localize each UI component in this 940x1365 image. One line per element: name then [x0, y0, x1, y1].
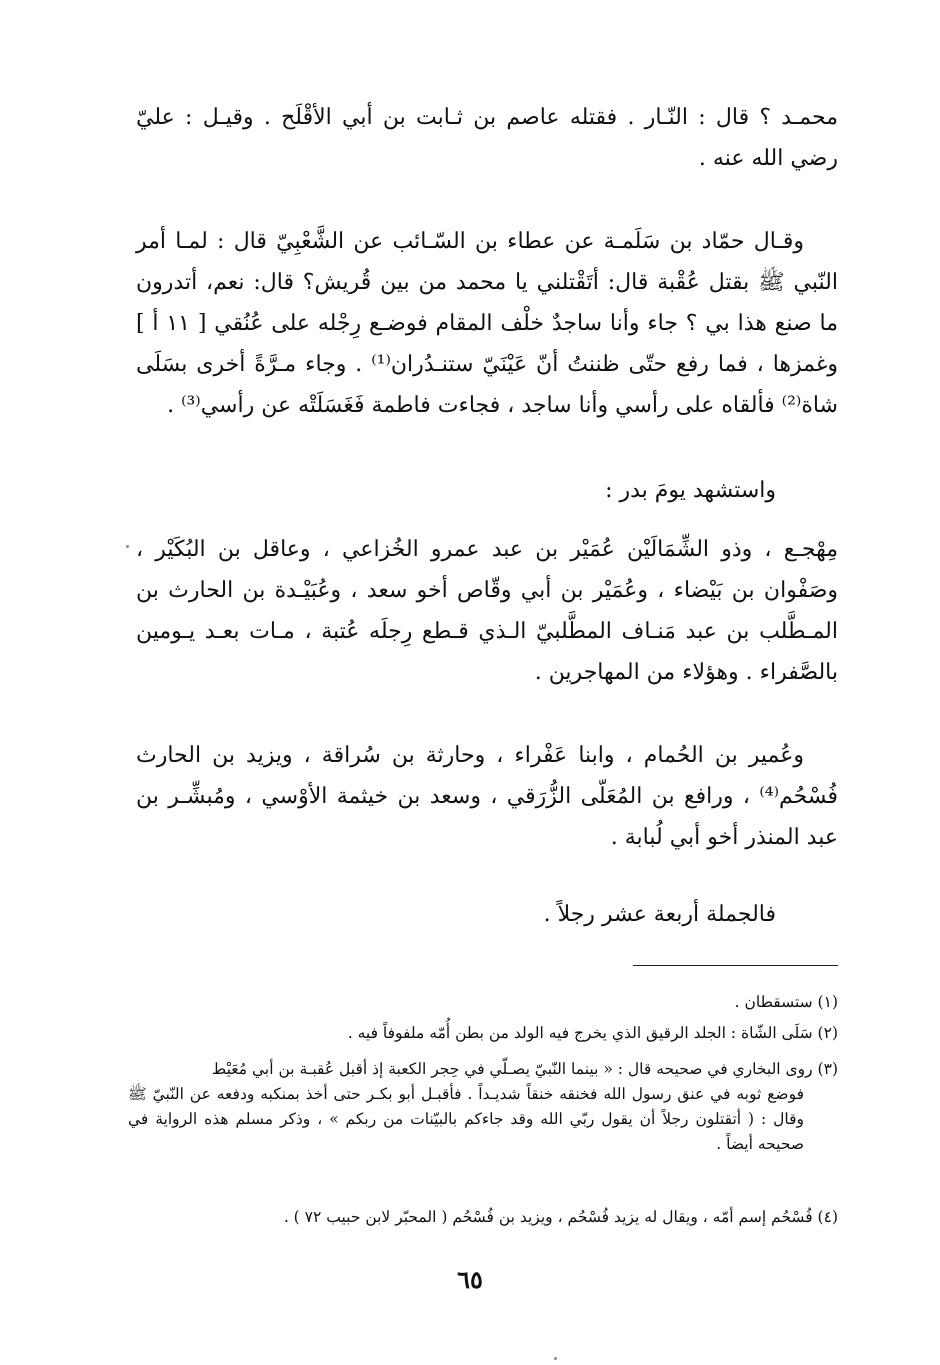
main-paragraph-1 [136, 97, 838, 179]
main-paragraph-2 [136, 221, 838, 426]
paragraph-text: وقـال حمّاد بن سَلَمـة عن عطاء بن السّـائب عن الشَّعْبِيّ قال : لمـا أمر النّبي ﷺ بقتل عُقْبة قال: أتَقْتلني يا محمد من بين قُريش؟ قال: نعم، أتدرون ما صنع هذا بي ؟ جاء وأنا ساجدٌ خلْف المقام فوضـع رِجْله على عُنُقي [ ١١ أ ] وغمزها ، فما رفع حتّى ظننتُ أنّ عَيْنَيّ ستنـدُران⁽¹⁾ . وجاء مـرَّةً أخرى بسَلَى شاة⁽²⁾ فألقاه على رأسي وأنا ساجد ، فجاءت فاطمة فَغَسَلَتْه عن رأسي⁽³⁾ . [136, 229, 839, 418]
main-paragraph-5 [136, 894, 838, 935]
footnote-text: (٣) روى البخاري في صحيحه قال : « بينما النّبيّ يصـلّي في حِجر الكعبة إذ أقبل عُقبـة بن أبي مُعَيْط [211, 1060, 838, 1078]
paragraph-text: مِهْجـع ، وذو الشِّمَالَيْن عُمَيْر بن عبد عمرو الخُزاعي ، وعاقل بن البُكَيْر ، وصَفْوان بن بَيْضاء ، وعُمَيْر بن أبي وقّاص أخو سعد ، وعُبَيْـدة بن الحارث بن المـطَّلب بن عبد مَنـاف المطَّلبيّ الـذي قـطع رِجلَه عُتبة ، مـات بعـد يـومين بالصَّفراء . وهؤلاء من المهاجرين . [136, 537, 838, 685]
footnote-4 [128, 1205, 838, 1230]
main-paragraph-3 [136, 529, 838, 693]
footnote-text: (١) ستسقطان . [734, 993, 838, 1011]
main-paragraph-4 [136, 735, 838, 858]
paragraph-text: محمـد ؟ قال : النّـار . فقتله عاصم بن ثـابت بن أبي الأقْلَح . وقيـل : عليّ رضي الله عنه . [136, 105, 838, 171]
footnote-continuation: فوضع ثوبه في عنق رسول الله فخنقه خنقاً شديـداً . فأقبـل أبو بكـر حتى أخذ بمنكبه ودفعه عن النّبيّ ﷺ وقال : ( أتقتلون رجلاً أن يقول ربّي الله وقد جاءكم بالبيّنات من ربكم » ، وذكر مسلم هذه الرواية في صحيحه أيضاً . [128, 1085, 804, 1153]
footnote-3 [128, 1057, 838, 1157]
paragraph-text: فالجملة أربعة عشر رجلاً . [543, 902, 776, 927]
footnote-1 [128, 990, 838, 1015]
section-heading-badr [136, 470, 838, 511]
footnote-2 [128, 1021, 838, 1046]
heading-text: واستشهد يومَ بدر : [605, 478, 776, 503]
scan-speck [126, 545, 129, 548]
scan-speck [554, 1357, 557, 1360]
footnote-text: (٢) سَلَى الشّاة : الجلد الرقيق الذي يخرج فيه الولد من بطن أُمّه ملفوفاً فيه . [347, 1024, 838, 1042]
footnote-text: (٤) فُسْحُم إسم أمّه ، ويقال له يزيد فُسْحُم ، ويزيد بن فُسْحُم ( المحبّر لابن حبيب ٧٢ ) . [283, 1208, 838, 1226]
page-number: ٦٥ [457, 1265, 483, 1294]
footnote-separator [633, 965, 838, 966]
paragraph-text: وعُمير بن الحُمام ، وابنا عَفْراء ، وحارثة بن سُراقة ، ويزيد بن الحارث فُسْحُم⁽⁴⁾ ، ورافع بن المُعَلّى الزُّرَقي ، وسعد بن خيثمة الأوْسي ، ومُبشِّـر بن عبد المنذر أخو أبي لُبابة . [136, 743, 838, 850]
